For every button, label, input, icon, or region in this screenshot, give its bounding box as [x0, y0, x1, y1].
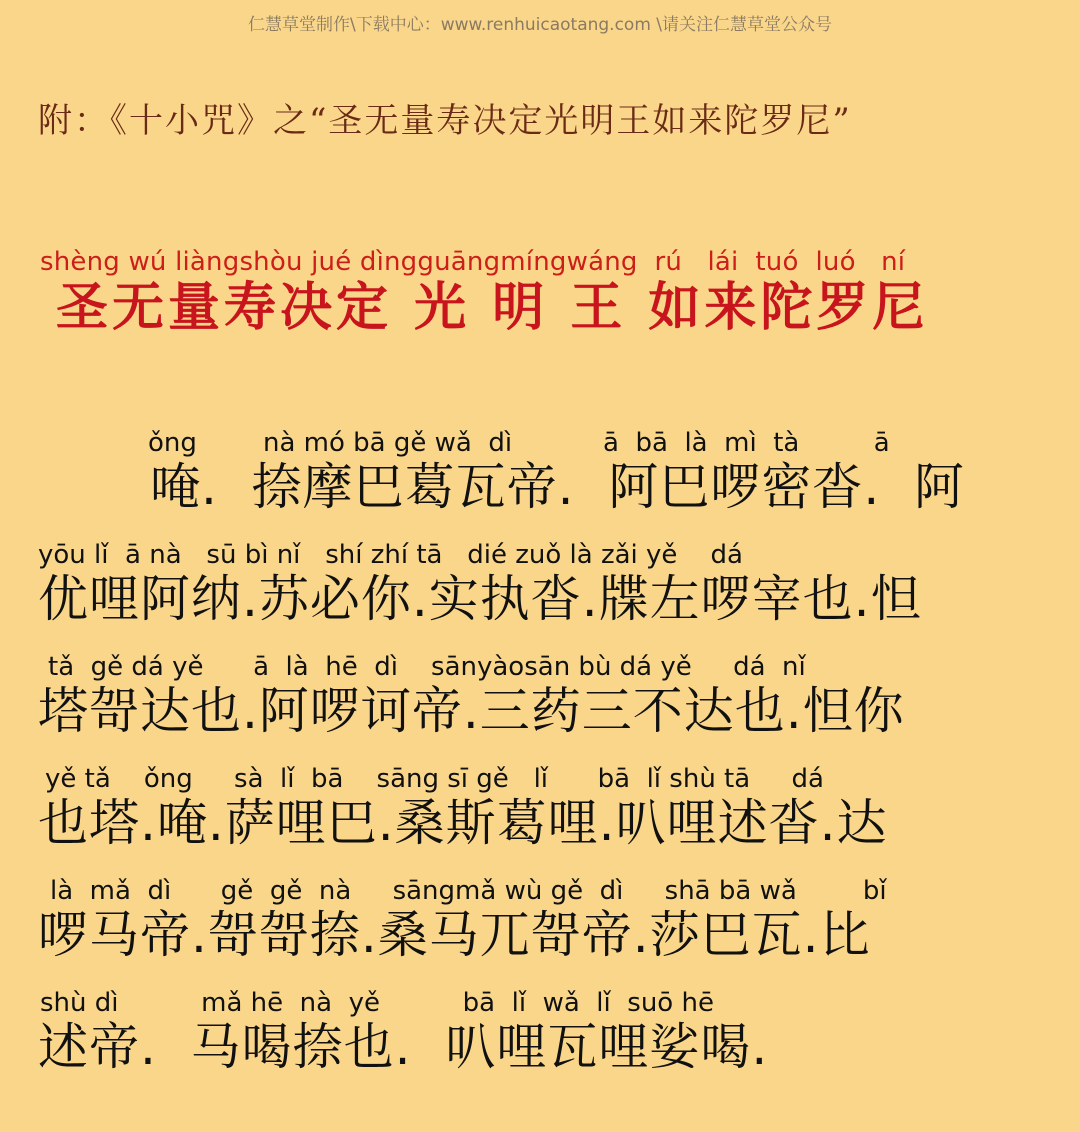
mantra-line-pinyin: ǒng nà mó bā gě wǎ dì ā bā là mì tà ā — [148, 428, 890, 458]
mantra-line-hanzi: 优哩阿纳.苏必你.实执沓.牒左啰宰也.怛 — [38, 570, 922, 628]
dharani-title-pinyin: shèng wú liàngshòu jué dìngguāngmíngwáng rú lái tuó luó ní — [40, 247, 906, 277]
watermark-header: 仁慧草堂制作\下载中心：www.renhuicaotang.com \请关注仁慧草堂公众号 — [247, 15, 833, 35]
mantra-line-pinyin: tǎ gě dá yě ā là hē dì sānyàosān bù dá yě dá nǐ — [48, 652, 806, 682]
appendix-title: 附：《十小咒》之“圣无量寿决定光明王如来陀罗尼” — [38, 101, 852, 141]
mantra-line-pinyin: yōu lǐ ā nà sū bì nǐ shí zhí tā dié zuǒ là zǎi yě dá — [38, 540, 743, 570]
mantra-line-pinyin: là mǎ dì gě gě nà sāngmǎ wù gě dì shā bā wǎ bǐ — [50, 876, 887, 906]
mantra-line-hanzi: 唵. 捺摩巴葛瓦帝. 阿巴啰密沓. 阿 — [150, 458, 966, 516]
mantra-line-hanzi: 塔哿达也.阿啰诃帝.三药三不达也.怛你 — [38, 682, 905, 740]
mantra-line-hanzi: 啰马帝.哿哿捺.桑马兀哿帝.莎巴瓦.比 — [38, 906, 871, 964]
mantra-line-pinyin: shù dì mǎ hē nà yě bā lǐ wǎ lǐ suō hē — [40, 988, 714, 1018]
mantra-line-hanzi: 也塔.唵.萨哩巴.桑斯葛哩.叭哩述沓.达 — [38, 794, 888, 852]
mantra-line-pinyin: yě tǎ ǒng sà lǐ bā sāng sī gě lǐ bā lǐ shù tā dá — [45, 764, 824, 794]
dharani-title-hanzi: 圣无量寿决定 光 明 王 如来陀罗尼 — [56, 277, 929, 338]
mantra-line-hanzi: 述帝. 马喝捺也. 叭哩瓦哩娑喝. — [38, 1018, 769, 1076]
